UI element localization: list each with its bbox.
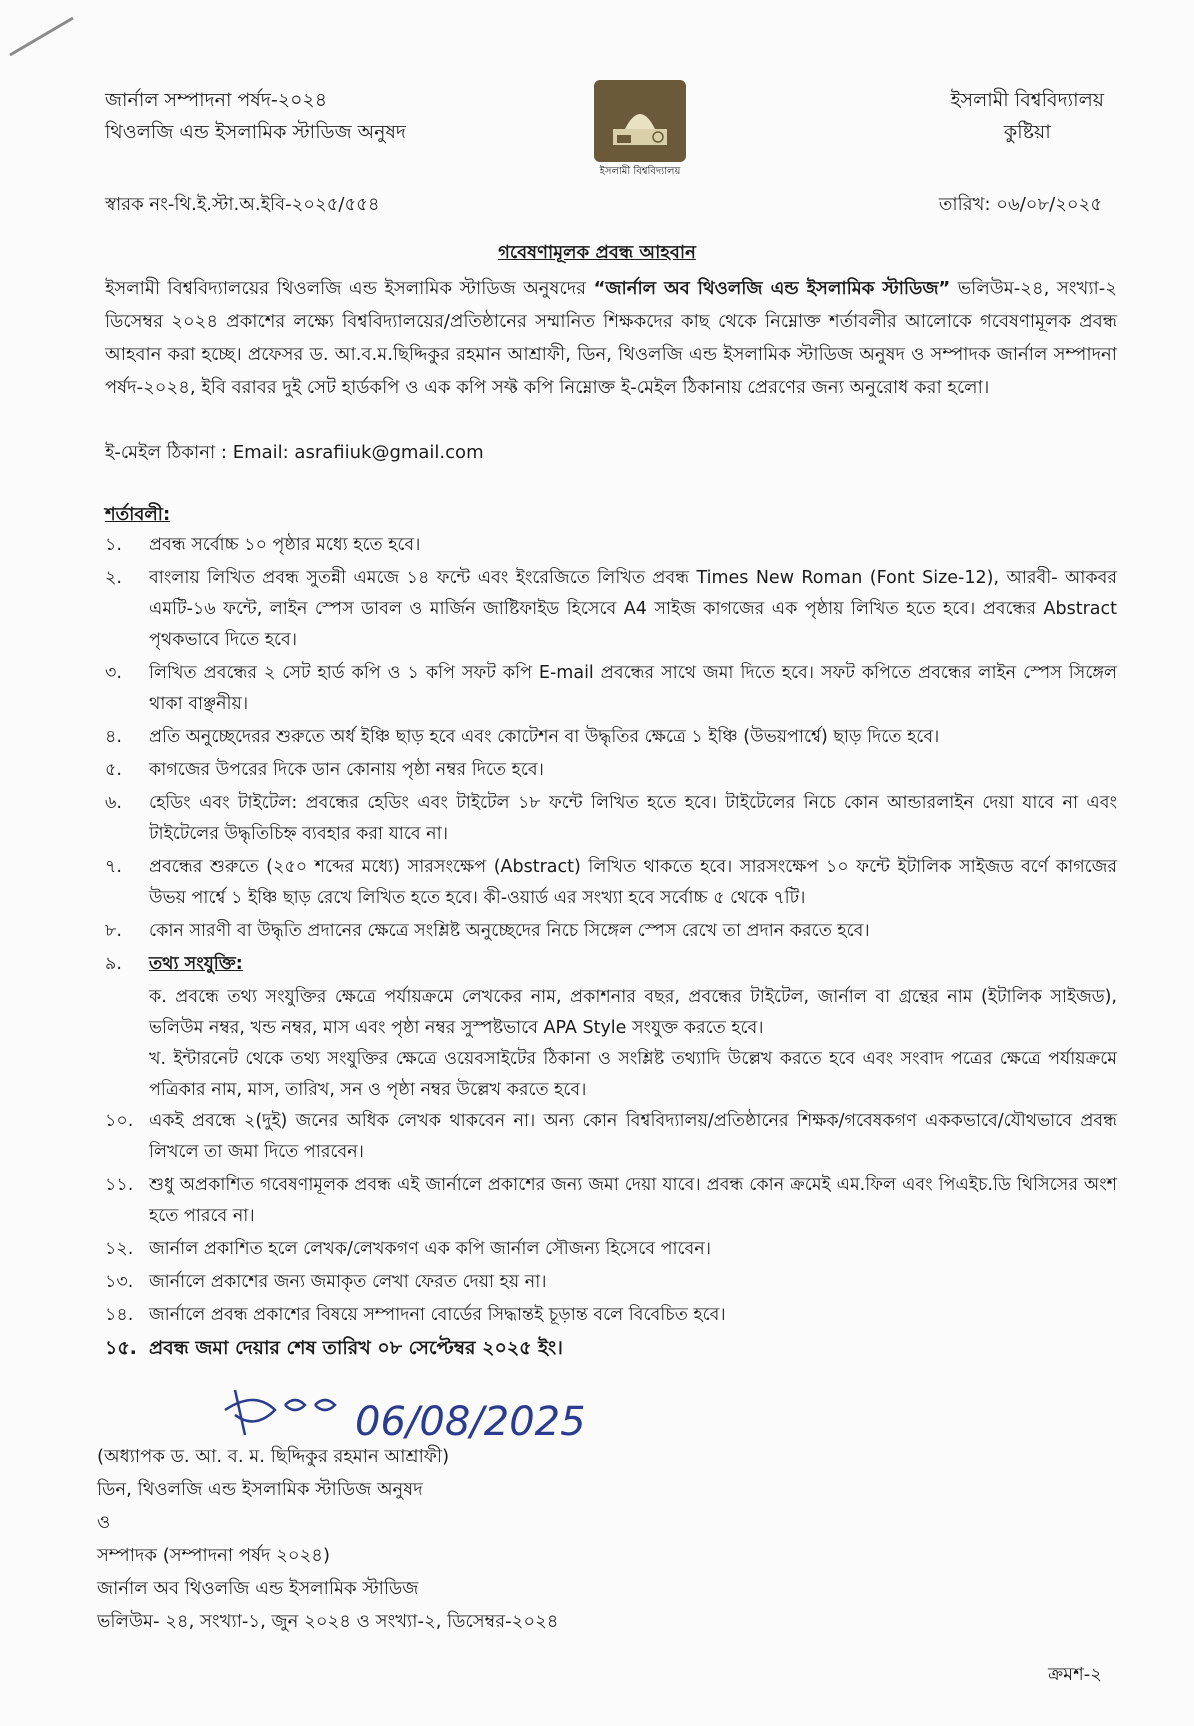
references-sub-b: খ. ইন্টারনেট থেকে তথ্য সংযুক্তির ক্ষেত্রে ওয়েবসাইটের ঠিকানা ও সংশ্লিষ্ট তথ্যাদি উল্লেখ করতে হবে এবং সংবাদ পত্রের ক্ষেত্রে পর্যায়ক্রমে পত্রিকার নাম, মাস, তারিখ, সন ও পৃষ্ঠা নম্বর উল্লেখ করতে হবে।: [149, 1049, 1117, 1100]
item-number: ১৩.: [105, 1272, 134, 1292]
item-number: ৮.: [105, 921, 122, 941]
deadline-text: প্রবন্ধ জমা দেয়ার শেষ তারিখ ০৮ সেপ্টেম্বর ২০২৫ ইং।: [149, 1337, 563, 1359]
signature-date: 06/08/2025: [355, 1399, 586, 1445]
signatory-name: (অধ্যাপক ড. আ. ব. ম. ছিদ্দিকুর রহমান আশ্রাফী): [97, 1446, 450, 1467]
volume-info: ভলিউম- ২৪, সংখ্যা-১, জুন ২০২৪ ও সংখ্যা-২, ডিসেম্বর-২০২৪: [97, 1611, 559, 1632]
university-name: ইসলামী বিশ্ববিদ্যালয়: [950, 89, 1104, 111]
item-number: ৪.: [105, 727, 122, 747]
list-item: [105, 1106, 1117, 1168]
conditions-heading: শর্তাবলী:: [105, 504, 171, 525]
item-number: ৯.: [105, 954, 122, 974]
item-text: প্রবন্ধ সর্বোচ্চ ১০ পৃষ্ঠার মধ্যে হতে হবে।: [149, 535, 421, 555]
item-number: ৬.: [105, 793, 122, 813]
item-number: ১০.: [105, 1111, 134, 1131]
header-right: [951, 84, 1104, 148]
item-text: কাগজের উপরের দিকে ডান কোনায় পৃষ্ঠা নম্বর দিতে হবে।: [149, 760, 544, 780]
university-logo: [590, 80, 690, 181]
header-left: [105, 84, 406, 148]
list-item: [105, 755, 1117, 786]
item-number: ১২.: [105, 1239, 134, 1259]
list-item: [105, 530, 1117, 561]
list-item: [105, 1300, 1117, 1331]
list-item: [105, 722, 1117, 753]
logo-caption: ইসলামী বিশ্ববিদ্যালয়: [599, 166, 681, 177]
conjunction: ও: [97, 1512, 111, 1533]
issue-date: তারিখ: ০৬/০৮/২০২৫: [938, 194, 1102, 215]
signatory-title: ডিন, থিওলজি এন্ড ইসলামিক স্টাডিজ অনুষদ: [97, 1479, 423, 1500]
mosque-icon: [605, 91, 675, 151]
journal-name: “জার্নাল অব থিওলজি এন্ড ইসলামিক স্টাডিজ”: [593, 278, 951, 299]
intro-part1: ইসলামী বিশ্ববিদ্যালয়ের থিওলজি এন্ড ইসলামিক স্টাডিজ অনুষদের: [105, 278, 594, 299]
journal-title: জার্নাল অব থিওলজি এন্ড ইসলামিক স্টাডিজ: [97, 1578, 419, 1599]
item-number: ১৫.: [105, 1337, 137, 1359]
item-text: লিখিত প্রবন্ধের ২ সেট হার্ড কপি ও ১ কপি সফট কপি E-mail প্রবন্ধের সাথে জমা দিতে হবে। সফট কপিতে প্রবন্ধের লাইন স্পেস সিঙ্গেল থাকা বাঞ্ছনীয়।: [149, 663, 1117, 714]
faculty-name: থিওলজি এন্ড ইসলামিক স্টাডিজ অনুষদ: [105, 121, 406, 143]
item-number: ৫.: [105, 760, 122, 780]
list-item: [105, 1267, 1117, 1298]
deadline-item: [105, 1333, 1117, 1364]
university-location: কুষ্টিয়া: [1003, 121, 1051, 143]
list-item: [105, 1170, 1117, 1232]
item-text: কোন সারণী বা উদ্ধৃতি প্রদানের ক্ষেত্রে সংশ্লিষ্ট অনুচ্ছেদের নিচে সিঙ্গেল স্পেস রেখে তা প্রদান করতে হবে।: [149, 921, 870, 941]
notice-title-text: গবেষণামূলক প্রবন্ধ আহবান: [498, 242, 696, 263]
item-text: জার্নালে প্রবন্ধ প্রকাশের বিষয়ে সম্পাদনা বোর্ডের সিদ্ধান্তই চূড়ান্ত বলে বিবেচিত হবে।: [149, 1305, 726, 1325]
notice-title: [0, 238, 1194, 269]
intro-part2: ভলিউম-২৪, সংখ্যা-২ ডিসেম্বর ২০২৪ প্রকাশের লক্ষ্যে বিশ্ববিদ্যালয়ের/প্রতিষ্ঠানের সম্মানিত শিক্ষকদের কাছ থেকে নিম্নোক্ত শর্তাবলীর আলোকে গবেষণামূলক প্রবন্ধ আহবান করা হচ্ছে। প্রফেসর ড. আ.ব.ম.ছিদ্দিকুর রহমান আশ্রাফী, ডিন, থিওলজি এন্ড ইসলামিক স্টাডিজ অনুষদ ও সম্পাদক জার্নাল সম্পাদনা পর্ষদ-২০২৪, ইবি বরাবর দুই সেট হার্ডকপি ও এক কপি সফ্ট কপি নিম্নোক্ত ই-মেইল ঠিকানায় প্রেরণের জন্য অনুরোধ করা হলো।: [105, 278, 1117, 398]
item-text: জার্নাল প্রকাশিত হলে লেখক/লেখকগণ এক কপি জার্নাল সৌজন্য হিসেবে পাবেন।: [149, 1239, 712, 1259]
item-number: ১১.: [105, 1175, 134, 1195]
item-number: ১৪.: [105, 1305, 134, 1325]
list-item: [105, 563, 1117, 656]
list-item-references: [105, 949, 1117, 980]
list-item: [105, 658, 1117, 720]
memo-number: স্বারক নং-থি.ই.স্টা.অ.ইবি-২০২৫/৫৫৪: [105, 194, 380, 215]
list-item: [105, 852, 1117, 914]
item-text: শুধু অপ্রকাশিত গবেষণামূলক প্রবন্ধ এই জার্নালে প্রকাশের জন্য জমা দেয়া যাবে। প্রবন্ধ কোন ক্রমেই এম.ফিল এবং পিএইচ.ডি থিসিসের অংশ হতে পারবে না।: [149, 1175, 1117, 1226]
list-item: [105, 788, 1117, 850]
pen-mark: [5, 10, 85, 60]
intro-paragraph: [105, 272, 1117, 404]
item-number: ৭.: [105, 857, 122, 877]
email-line: ই-মেইল ঠিকানা : Email: asrafiiuk@gmail.com: [105, 442, 484, 463]
list-item: [105, 1234, 1117, 1265]
item-text: প্রবন্ধের শুরুতে (২৫০ শব্দের মধ্যে) সারসংক্ষেপ (Abstract) লিখিত থাকতে হবে। সারসংক্ষেপ ১০ ফন্টে ইটালিক সাইজড বর্ণে কাগজের উভয় পার্শ্বে ১ ইঞ্চি ছাড় রেখে লিখিত হতে হবে। কী-ওয়ার্ড এর সংখ্যা হবে সর্বোচ্চ ৫ থেকে ৭টি।: [149, 857, 1117, 908]
item-text: জার্নালে প্রকাশের জন্য জমাকৃত লেখা ফেরত দেয়া হয় না।: [149, 1272, 547, 1292]
references-heading: তথ্য সংযুক্তি:: [149, 954, 243, 974]
editor-title: সম্পাদক (সম্পাদনা পর্ষদ ২০২৪): [97, 1545, 331, 1566]
signatory-block: [97, 1440, 558, 1638]
conditions-list: [105, 530, 1117, 1366]
item-text: প্রতি অনুচ্ছেদেরর শুরুতে অর্ধ ইঞ্চি ছাড় হবে এবং কোটেশন বা উদ্ধৃতির ক্ষেত্রে ১ ইঞ্চি (উভয়পার্শ্বে) ছাড় দিতে হবে।: [149, 727, 940, 747]
item-text: হেডিং এবং টাইটেল: প্রবন্ধের হেডিং এবং টাইটেল ১৮ ফন্টে লিখিত হতে হবে। টাইটেলের নিচে কোন আন্ডারলাইন দেয়া যাবে না এবং টাইটেলের উদ্ধৃতিচিহ্ন ব্যবহার করা যাবে না।: [149, 793, 1117, 844]
item-text: বাংলায় লিখিত প্রবন্ধ সুতন্নী এমজে ১৪ ফন্টে এবং ইংরেজিতে লিখিত প্রবন্ধ Times New Roman (Font Size-12), আরবী- আকবর এমটি-১৬ ফন্টে, লাইন স্পেস ডাবল ও মার্জিন জাষ্টিফাইড হিসেবে A4 সাইজ কাগজের এক পৃষ্ঠায় লিখিত হতে হবে। প্রবন্ধের Abstract পৃথকভাবে দিতে হবে।: [149, 568, 1117, 650]
item-number: ৩.: [105, 663, 122, 683]
continued-marker: ক্রমশ-২: [1048, 1664, 1102, 1685]
board-name: জার্নাল সম্পাদনা পর্ষদ-২০২৪: [105, 89, 328, 111]
list-item: [105, 916, 1117, 947]
item-number: ২.: [105, 568, 122, 588]
item-text: একই প্রবন্ধে ২(দুই) জনের অধিক লেখক থাকবেন না। অন্য কোন বিশ্ববিদ্যালয়/প্রতিষ্ঠানের শিক্ষক/গবেষকগণ এককভাবে/যৌথভাবে প্রবন্ধ লিখলে তা জমা দিতে পারবেন।: [149, 1111, 1117, 1162]
logo-emblem-icon: [594, 80, 686, 162]
item-number: ১.: [105, 535, 122, 555]
references-sub-a: ক. প্রবন্ধে তথ্য সংযুক্তির ক্ষেত্রে পর্যায়ক্রমে লেখকের নাম, প্রকাশনার বছর, প্রবন্ধের টাইটেল, জার্নাল বা গ্রন্থের নাম (ইটালিক সাইজড), ভলিউম নম্বর, খন্ড নম্বর, মাস এবং পৃষ্ঠা নম্বর সুস্পষ্টভাবে APA Style সংযুক্ত করতে হবে।: [149, 987, 1117, 1038]
